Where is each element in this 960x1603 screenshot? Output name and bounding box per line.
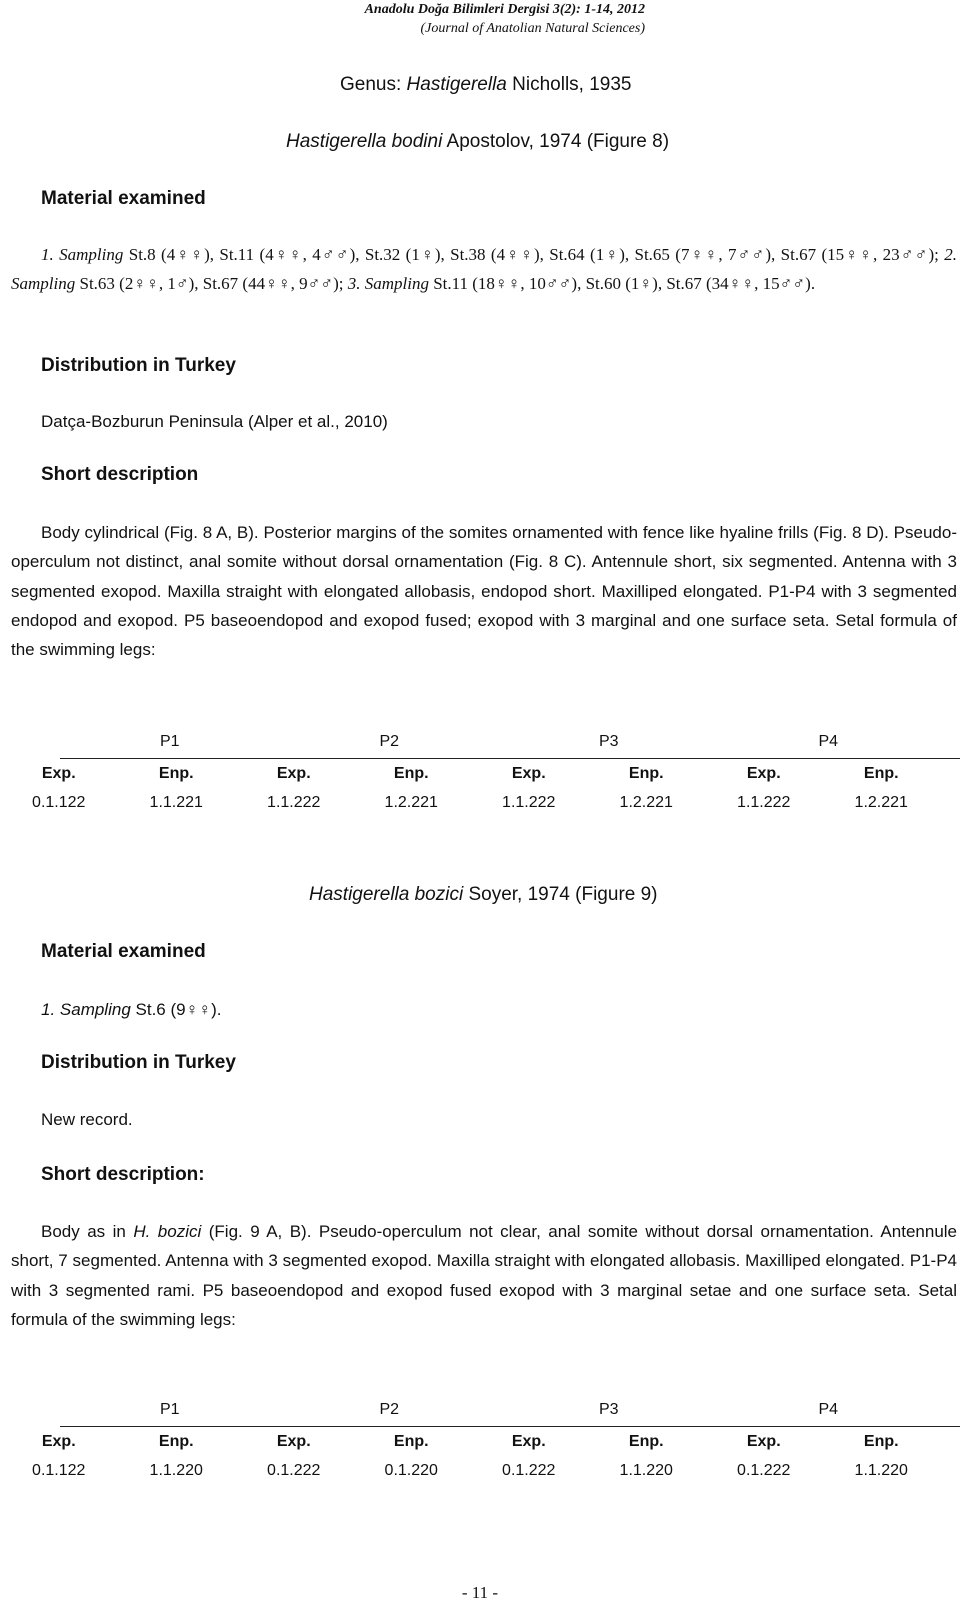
setal-table-2-values-row [0,1456,960,1485]
setal-table-1-header-row [0,759,960,788]
column-header: Enp. [393,1432,429,1450]
species1-description-text: Body cylindrical (Fig. 8 A, B). Posterior margins of the somites ornamented with fence like hyaline frills (Fig. 8 D). Pseudo-operculum not distinct, anal somite without dorsal ornamentation (Fig. 8 C). Antennule short, six segmented. Antenna with 3 segmented exopod. Maxilla straight with elongated allobasis, endopod short. Maxilliped elongated. P1-P4 with 3 segmented endopod and exopod. P5 baseoendopod and exopod fused; exopod with 3 marginal and one surface seta. Setal formula of the swimming legs: [11,523,957,660]
column-header: Enp. [863,1432,899,1450]
species1-distribution-heading: Distribution in Turkey [41,355,236,376]
species1-short-heading: Short description [41,464,199,485]
sampling2-text: St.63 (2♀♀, 1♂), St.67 (44♀♀, 9♂♂); [75,274,348,294]
setal-value: 1.1.221 [149,793,203,811]
column-header: Enp. [158,1432,194,1450]
leg-label: P4 [719,727,939,759]
sampling2-label: 2. Sampling [11,245,957,294]
leg-label: P4 [719,1395,939,1427]
column-header: Exp. [746,764,781,782]
sampling3-text: St.11 (18♀♀, 10♂♂), St.60 (1♀), St.67 (34♀♀, 15♂♂). [428,274,816,294]
column-header: Exp. [511,764,546,782]
species2-name: Hastigerella bozici [309,884,464,905]
column-header: Exp. [276,764,311,782]
column-header: Enp. [628,1432,664,1450]
setal-table-2 [0,1395,960,1427]
species2-short-heading: Short description: [41,1164,205,1185]
column-header: Exp. [276,1432,311,1450]
journal-title: Anadolu Doğa Bilimleri Dergisi 3(2): 1-14, 2012 [364,2,645,17]
setal-value: 1.1.220 [149,1461,203,1479]
column-header: Exp. [511,1432,546,1450]
species2-distribution: New record. [41,1110,133,1129]
leg-label: P2 [280,1395,500,1427]
sampling3-label: 3. Sampling [347,274,429,294]
species1-distribution: Datça-Bozburun Peninsula (Alper et al., 2010) [41,412,388,431]
setal-value: 0.1.122 [32,1461,86,1479]
setal-table-2-legs-row [0,1395,960,1427]
setal-table-1-legs-row [0,727,960,759]
setal-value: 0.1.222 [267,1461,321,1479]
column-header: Enp. [393,764,429,782]
genus-author: Nicholls, 1935 [506,74,632,95]
species1-author: Apostolov, 1974 (Figure 8) [442,131,670,152]
species2-material-heading: Material examined [41,941,206,962]
column-header: Exp. [41,1432,76,1450]
setal-value: 0.1.222 [502,1461,556,1479]
species2-description-rest: (Fig. 9 A, B). Pseudo-operculum not clear, anal somite without dorsal ornamentation. Antennule short, 7 segmented. Antenna with 3 segmented exopod. Maxilla straight with elongated allobasis. Maxilliped elongated. P1-P4 with 3 segmented rami. P5 baseoendopod and exopod fused exopod with 3 marginal setae and one surface seta. Setal formula of the swimming legs: [11,1222,958,1329]
setal-value: 1.1.220 [854,1461,908,1479]
species2-author: Soyer, 1974 (Figure 9) [463,884,658,905]
species2-description-start: Body as in [41,1222,134,1241]
column-header: Enp. [628,764,664,782]
genus-title [340,74,632,96]
setal-value: 1.2.221 [619,793,673,811]
species2-title [309,884,658,906]
leg-label: P2 [280,727,500,759]
species2-distribution-heading: Distribution in Turkey [41,1052,236,1073]
setal-table-2-header-row [0,1427,960,1456]
leg-label: P3 [499,1395,719,1427]
setal-table-2-body [0,1427,960,1485]
setal-value: 1.1.222 [502,793,556,811]
setal-value: 1.1.222 [737,793,791,811]
species1-name: Hastigerella bodini [286,131,443,152]
sampling1-label: 1. Sampling [41,245,124,264]
page-number: - 11 - [461,1583,499,1602]
setal-value: 0.1.220 [384,1461,438,1479]
sampling1-text: St.8 (4♀♀), St.11 (4♀♀, 4♂♂), St.32 (1♀), St.38 (4♀♀), St.64 (1♀), St.65 (7♀♀, 7♂♂), St.67 (15♀♀, 23♂♂); [123,245,945,264]
leg-label: P3 [499,727,719,759]
setal-table-1-values-row [0,788,960,817]
genus-name: Hastigerella [406,74,507,95]
column-header: Enp. [158,764,194,782]
species1-material-heading: Material examined [41,188,206,209]
species2-description [11,1217,957,1334]
column-header: Exp. [746,1432,781,1450]
leg-label: P1 [60,727,280,759]
genus-prefix: Genus: [340,74,407,95]
species1-description [11,518,957,664]
species1-material [11,240,957,299]
species2-sampling-label: 1. Sampling [41,1000,131,1019]
setal-table-1 [0,727,960,759]
setal-value: 1.2.221 [854,793,908,811]
setal-value: 1.2.221 [384,793,438,811]
setal-value: 0.1.222 [737,1461,791,1479]
setal-value: 1.1.222 [267,793,321,811]
species1-title [286,131,669,153]
setal-value: 1.1.220 [619,1461,673,1479]
journal-subtitle: (Journal of Anatolian Natural Sciences) [420,21,645,36]
species2-material [41,1000,221,1020]
column-header: Enp. [863,764,899,782]
leg-label: P1 [60,1395,280,1427]
species2-sampling-text: St.6 (9♀♀). [130,1000,222,1019]
column-header: Exp. [41,764,76,782]
species2-description-italic: H. bozici [133,1222,202,1241]
setal-value: 0.1.122 [32,793,86,811]
setal-table-1-body [0,759,960,817]
